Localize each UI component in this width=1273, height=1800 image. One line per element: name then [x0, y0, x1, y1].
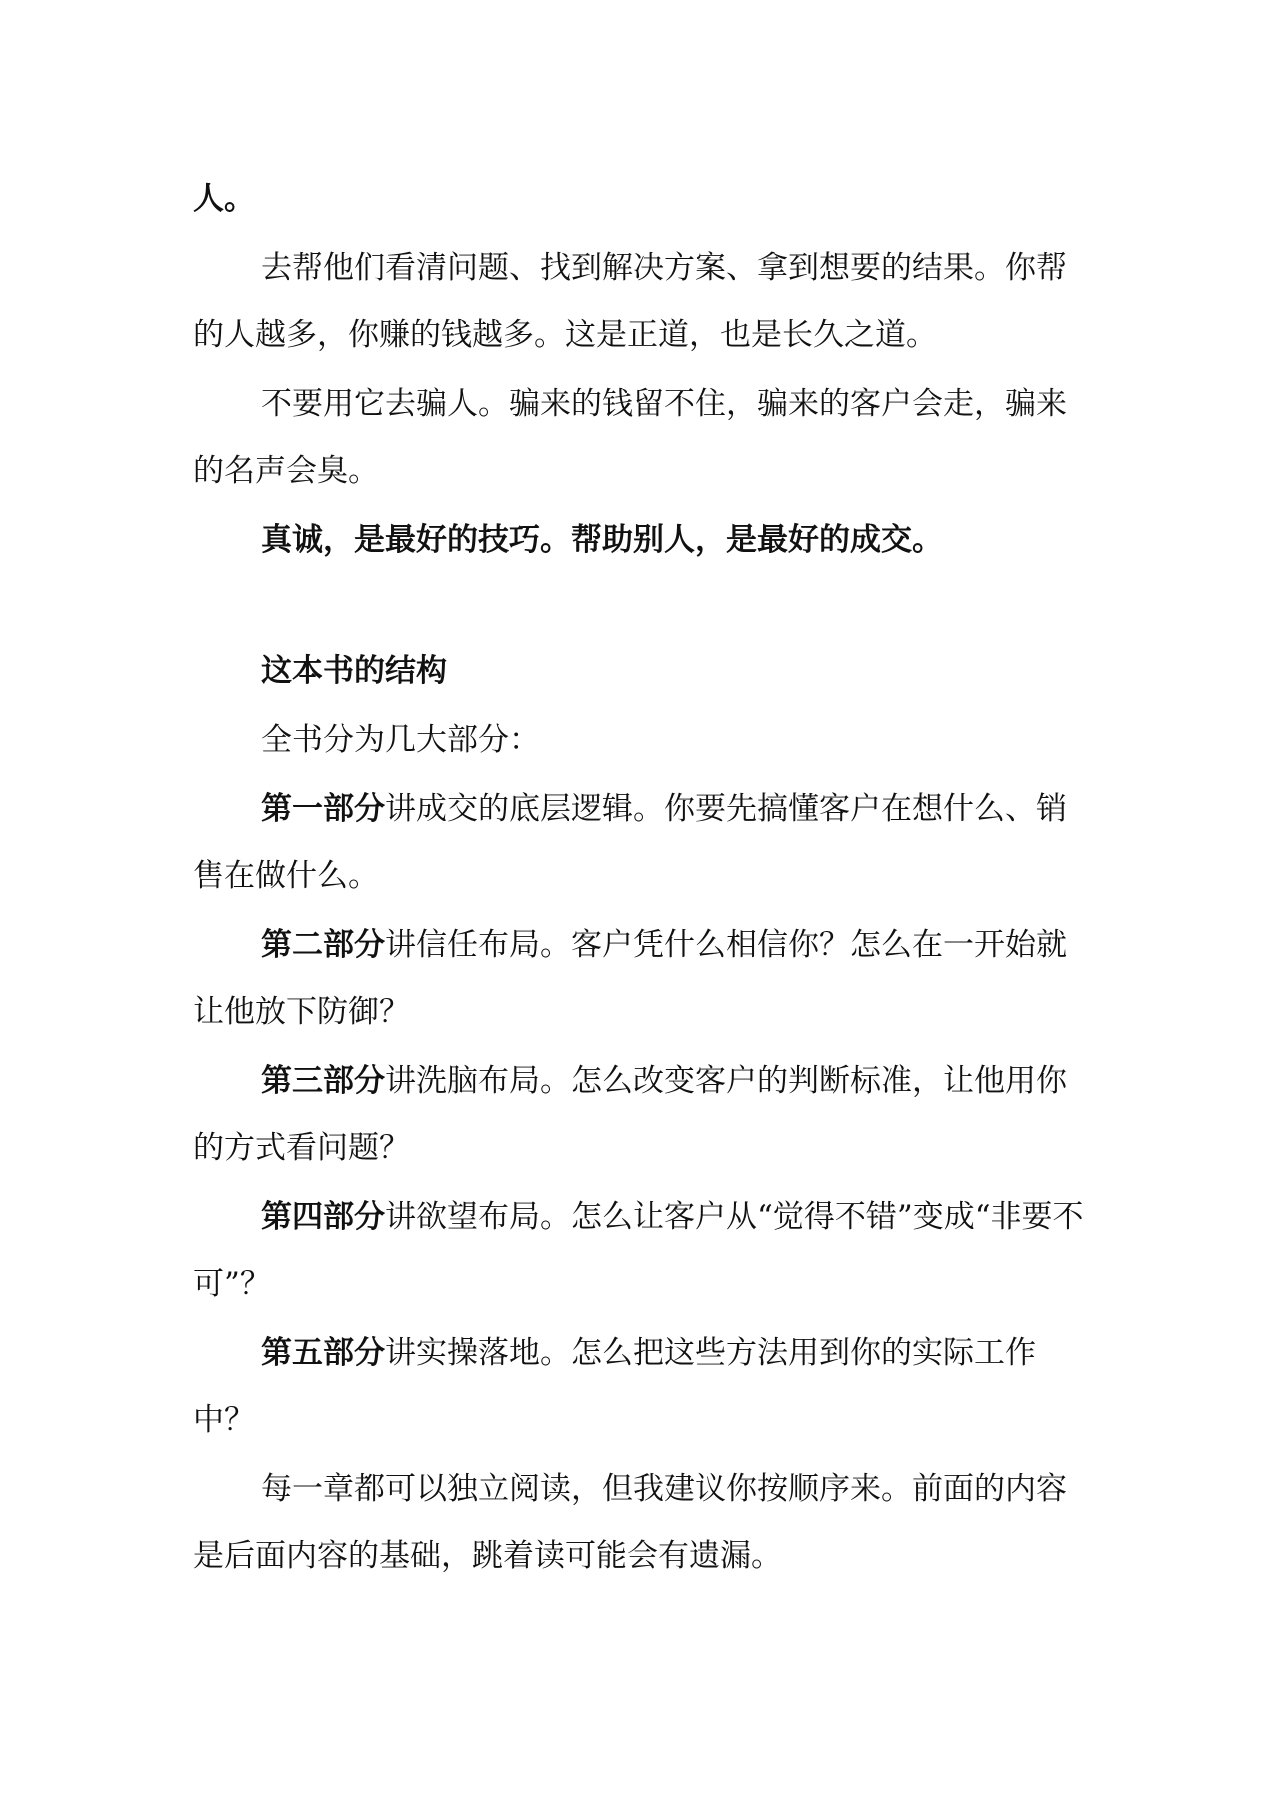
part-item [193, 1184, 1093, 1318]
part-text: 讲欲望布局。怎么让客户从“觉得不错”变成“非要不可”？ [193, 1199, 1084, 1302]
document-body [193, 166, 1093, 1590]
section-heading: 这本书的结构 [261, 653, 447, 689]
part-lead: 第二部分 [261, 927, 385, 963]
part-text: 讲洗脑布局。怎么改变客户的判断标准，让他用你的方式看问题？ [193, 1063, 1067, 1166]
part-item [193, 912, 1093, 1046]
part-text: 讲信任布局。客户凭什么相信你？怎么在一开始就让他放下防御？ [193, 927, 1067, 1030]
part-text: 讲实操落地。怎么把这些方法用到你的实际工作中？ [193, 1335, 1036, 1438]
continued-line: 人。 [193, 181, 255, 217]
paragraph: 不要用它去骗人。骗来的钱留不住，骗来的客户会走，骗来的名声会臭。 [193, 386, 1067, 489]
part-lead: 第一部分 [261, 791, 385, 827]
paragraph: 每一章都可以独立阅读，但我建议你按顺序来。前面的内容是后面内容的基础，跳着读可能会有遗漏。 [193, 1471, 1067, 1574]
paragraph: 去帮他们看清问题、找到解决方案、拿到想要的结果。你帮的人越多，你赚的钱越多。这是正道，也是长久之道。 [193, 250, 1067, 353]
part-item [193, 1048, 1093, 1182]
paragraph: 全书分为几大部分： [261, 722, 540, 758]
part-item [193, 776, 1093, 910]
part-lead: 第四部分 [261, 1199, 385, 1235]
part-text: 讲成交的底层逻辑。你要先搞懂客户在想什么、销售在做什么。 [193, 791, 1067, 894]
part-lead: 第五部分 [261, 1335, 385, 1371]
part-lead: 第三部分 [261, 1063, 385, 1099]
part-item [193, 1320, 1093, 1454]
bold-statement: 真诚，是最好的技巧。帮助别人，是最好的成交。 [261, 522, 943, 558]
